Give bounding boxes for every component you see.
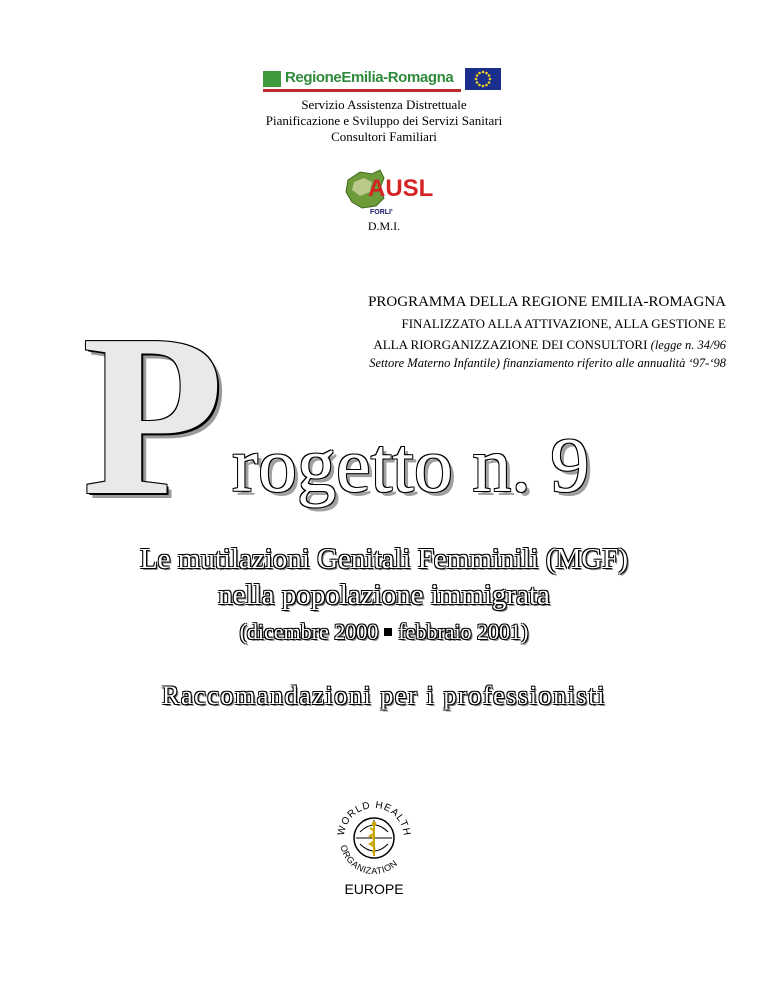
regione-mark-icon — [263, 71, 281, 87]
svg-text:ORGANIZATION: ORGANIZATION — [338, 843, 400, 877]
who-region-text: EUROPE — [344, 881, 404, 897]
program-description — [258, 292, 726, 372]
square-bullet-icon — [384, 628, 392, 636]
project-initial-letter: P — [82, 287, 224, 544]
title-period — [0, 618, 768, 646]
ausl-logo-text: AUSL — [368, 175, 434, 202]
title-line-2: nella popolazione immigrata — [218, 579, 550, 611]
service-line-1: Servizio Assistenza Distrettuale — [301, 97, 467, 112]
project-title: rogetto n. 9 — [232, 421, 590, 508]
program-line-2: FINALIZZATO ALLA ATTIVAZIONE, ALLA GESTIONE E — [401, 316, 726, 331]
ausl-city-text: FORLI' — [370, 209, 393, 216]
service-line-2: Pianificazione e Sviluppo dei Servizi Sanitari — [265, 113, 503, 128]
program-line-4: Settore Materno Infantile) finanziamento riferito alle annualità ‘97-‘98 — [369, 356, 726, 370]
eu-flag-icon — [465, 68, 501, 90]
service-line-3: Consultori Familiari — [331, 129, 437, 144]
program-line-1: PROGRAMMA DELLA REGIONE EMILIA-ROMAGNA — [368, 294, 726, 310]
regione-logo-text: RegioneEmilia-Romagna — [285, 69, 454, 86]
program-line-3-main: ALLA RIORGANIZZAZIONE DEI CONSULTORI — [373, 337, 648, 352]
title-line-1: Le mutilazioni Genitali Femminili (MGF) — [139, 543, 629, 575]
svg-text:WORLD HEALTH: WORLD HEALTH — [335, 799, 413, 838]
period-end: febbraio 2001) — [398, 619, 529, 644]
who-europe-logo — [330, 798, 418, 898]
subtitle: Raccomandazioni per i professionisti — [162, 681, 606, 710]
who-emblem-icon — [330, 798, 418, 898]
regione-emilia-romagna-logo — [263, 68, 501, 92]
program-line-3 — [258, 334, 726, 355]
ausl-forli-logo — [340, 168, 434, 218]
dmi-label: D.M.I. — [367, 219, 401, 233]
program-law-note: (legge n. 34/96 — [650, 338, 726, 352]
period-start: (dicembre 2000 — [239, 619, 379, 644]
